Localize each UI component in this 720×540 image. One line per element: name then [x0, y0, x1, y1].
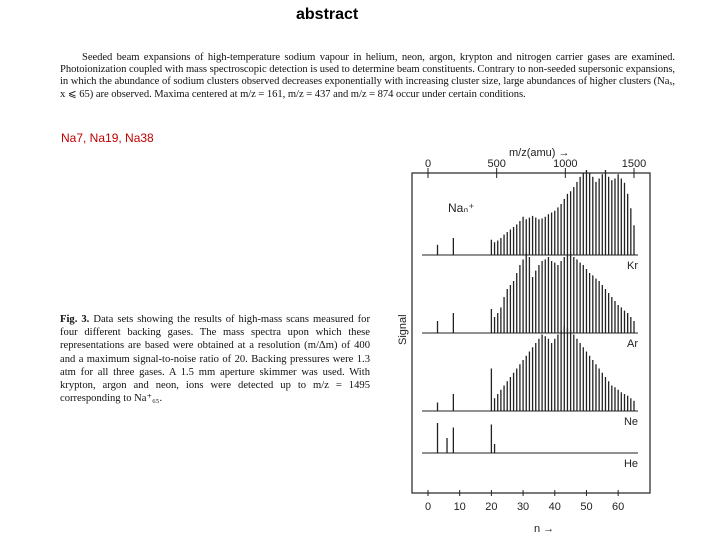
top-axis-label: m/z(amu) → — [509, 147, 570, 159]
bottom-tick-label: 10 — [453, 501, 466, 513]
ion-label: Naₙ⁺ — [448, 201, 475, 215]
bottom-tick-label: 20 — [485, 501, 498, 513]
top-tick-label: 1000 — [553, 158, 578, 170]
caption-body: Data sets showing the results of high-mass scans measured for four different backing gases. The mass spectra upon which these representations are based were obtained at a resolution (m/Δm) of 400 and a maximum signal-to-noise ratio of 20. Backing pressures were 1.3 atm for all three gases. A 1.5 mm aperture skimmer was used. With krypton, argon and neon, ions were detected up to m/z = 1495 corresponding to Na⁺₆₅. — [60, 314, 370, 405]
top-tick-label: 500 — [487, 158, 506, 170]
abstract-text — [60, 52, 675, 101]
cluster-note: Na7, Na19, Na38 — [61, 131, 154, 145]
series-label-he: He — [623, 458, 638, 470]
mass-spectra-figure — [384, 140, 684, 535]
y-axis-label: Signal — [397, 314, 409, 345]
slide-title: abstract — [296, 6, 359, 23]
bottom-tick-label: 40 — [548, 501, 561, 513]
series-label-ne: Ne — [623, 416, 638, 428]
top-tick-label: 0 — [424, 158, 432, 170]
bottom-tick-label: 50 — [580, 501, 593, 513]
bottom-tick-label: 0 — [424, 501, 432, 513]
bottom-axis-label: n → — [534, 523, 555, 535]
spectra-panels — [422, 170, 638, 470]
spectrum-ne — [422, 326, 638, 428]
spectrum-ar — [422, 253, 638, 350]
spectrum-he — [422, 423, 638, 470]
spectrum-kr — [422, 170, 638, 272]
caption-label: Fig. 3. — [60, 314, 90, 325]
top-axis-ticks — [425, 158, 646, 178]
bottom-tick-label: 30 — [516, 501, 530, 513]
abstract-body: Seeded beam expansions of high-temperature sodium vapour in helium, neon, argon, krypton and nitrogen carrier gases are examined. Photoionization coupled with mass spectroscopic detection is used to determine beam constituents. Contrary to non-seeded supersonic expansions, in which the abundance of sodium clusters observed decreases exponentially with increasing cluster size, large abundances of higher clusters (Naₓ, x ⩽ 65) are observed. Maxima centered at m/z = 161, m/z = 437 and m/z = 874 occur under certain conditions. — [60, 52, 675, 100]
bottom-tick-label: 60 — [612, 501, 625, 513]
series-label-ar: Ar — [627, 338, 638, 350]
series-label-kr: Kr — [627, 260, 638, 272]
top-tick-label: 1500 — [621, 158, 647, 170]
figure-caption — [60, 313, 370, 405]
